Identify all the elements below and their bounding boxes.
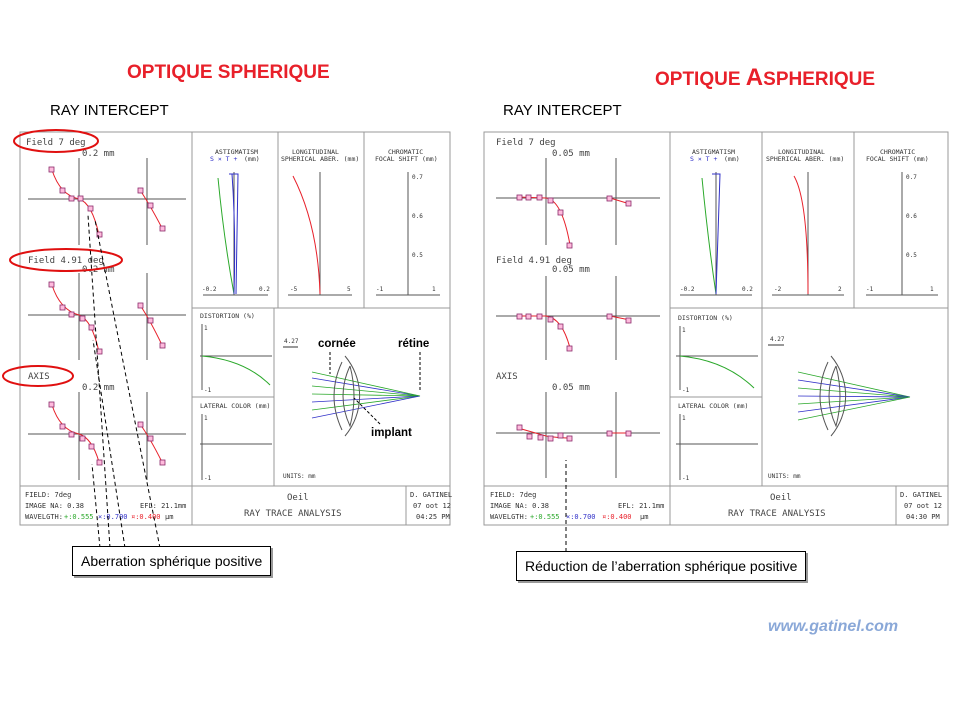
right-distortion-title: DISTORTION (%) xyxy=(678,314,733,322)
right-footer-date: 07 oot 12 xyxy=(904,502,942,510)
right-field-491: Field 4.91 deg xyxy=(496,256,572,266)
right-astig-tick-min: -0.2 xyxy=(680,286,695,293)
left-lat-tick-top: 1 xyxy=(204,415,208,422)
left-dist-tick-bot: -1 xyxy=(204,387,212,394)
right-footer-w1: +:0.555 xyxy=(530,513,560,521)
label-implant: implant xyxy=(371,427,412,439)
subtitle-left: RAY INTERCEPT xyxy=(50,102,169,119)
right-layout-scale: 4.27 xyxy=(770,336,785,343)
heading-prefix: OPTIQUE xyxy=(655,69,746,90)
right-footer-efl: EFL: 21.1mm xyxy=(618,502,665,510)
right-chrom-y2: 0.6 xyxy=(906,213,917,220)
left-panel-group xyxy=(3,130,948,552)
right-scale-2: 0.05 mm xyxy=(552,265,590,275)
left-astig-title: ASTIGMATISM xyxy=(215,148,259,156)
right-chrom-title2: FOCAL SHIFT (mm) xyxy=(866,155,929,163)
left-footer-time: 04:25 PM xyxy=(416,513,450,521)
right-field-axis: AXIS xyxy=(496,372,518,382)
left-lsa-title1: LONGITUDINAL xyxy=(292,148,339,156)
right-lat-tick-top: 1 xyxy=(682,415,686,422)
left-astig-legend: S × T + xyxy=(210,155,238,163)
left-footer-wav: WAVELGTH: xyxy=(25,513,63,521)
left-scale-3: 0.2 mm xyxy=(82,383,115,393)
left-footer-w1: +:0.555 xyxy=(64,513,94,521)
left-dist-tick-top: 1 xyxy=(204,325,208,332)
left-eye-rays xyxy=(312,372,420,418)
left-footer-analysis: RAY TRACE ANALYSIS xyxy=(244,509,342,519)
left-lat-tick-bot: -1 xyxy=(204,475,212,482)
left-lsa-title2: SPHERICAL ABER. (mm) xyxy=(281,155,360,163)
left-chrom-tick-max: 1 xyxy=(432,286,436,293)
left-chrom-title2: FOCAL SHIFT (mm) xyxy=(375,155,438,163)
right-units: UNITS: mm xyxy=(768,473,801,480)
left-fan-axes xyxy=(28,158,186,480)
right-footer-field: FIELD: 7deg xyxy=(490,491,537,499)
right-lsa-title2: SPHERICAL ABER. (mm) xyxy=(766,155,845,163)
right-footer-na: IMAGE NA: 0.38 xyxy=(490,502,550,510)
right-chrom-tick-max: 1 xyxy=(930,286,934,293)
right-astig-legend: S × T + xyxy=(690,155,718,163)
right-lat-tick-bot: -1 xyxy=(682,475,690,482)
right-footer-w2: ×:0.700 xyxy=(566,513,596,521)
label-cornea: cornée xyxy=(318,338,356,350)
right-field-7: Field 7 deg xyxy=(496,138,556,148)
left-lsa-tick-min: -5 xyxy=(290,286,298,293)
right-chrom-title1: CHROMATIC xyxy=(880,148,916,156)
right-footer-wav: WAVELGTH: xyxy=(490,513,528,521)
left-footer-na: IMAGE NA: 0.38 xyxy=(25,502,85,510)
right-scale-1: 0.05 mm xyxy=(552,149,590,159)
right-fan-curves xyxy=(518,197,630,438)
right-footer-name: Oeil xyxy=(770,493,792,503)
right-astig-tick-max: 0.2 xyxy=(742,286,753,293)
left-footer-date: 07 oot 12 xyxy=(413,502,451,510)
left-astig-tick-max: 0.2 xyxy=(259,286,270,293)
left-footer-author: D. GATINEL xyxy=(410,491,453,499)
left-field-7: Field 7 deg xyxy=(26,138,86,148)
left-fan-points xyxy=(49,167,165,465)
left-lateral-title: LATERAL COLOR (mm) xyxy=(200,402,271,410)
right-astig-title: ASTIGMATISM xyxy=(692,148,736,156)
right-lsa-title1: LONGITUDINAL xyxy=(778,148,825,156)
left-astig-tick-min: -0.2 xyxy=(202,286,217,293)
left-footer-name: Oeil xyxy=(287,493,309,503)
left-chrom-y1: 0.7 xyxy=(412,174,423,181)
left-footer-w3: ¤:0.400 xyxy=(131,513,161,521)
left-scale-2: 0.2 mm xyxy=(82,265,115,275)
right-dist-tick-top: 1 xyxy=(682,327,686,334)
right-chrom-y1: 0.7 xyxy=(906,174,917,181)
right-footer-analysis: RAY TRACE ANALYSIS xyxy=(728,509,826,519)
right-dist-tick-bot: -1 xyxy=(682,387,690,394)
left-distortion-title: DISTORTION (%) xyxy=(200,312,255,320)
right-chrom-tick-min: -1 xyxy=(866,286,874,293)
right-chrom-y3: 0.5 xyxy=(906,252,917,259)
heading-rest: SPHERIQUE xyxy=(763,69,876,90)
left-fan-curves xyxy=(52,170,162,462)
left-astig-unit: (mm) xyxy=(244,155,260,163)
left-scale-1: 0.2 mm xyxy=(82,149,115,159)
left-footer-field: FIELD: 7deg xyxy=(25,491,72,499)
right-scale-3: 0.05 mm xyxy=(552,383,590,393)
left-chrom-tick-min: -1 xyxy=(376,286,384,293)
left-chrom-title1: CHROMATIC xyxy=(388,148,424,156)
right-lsa-tick-min: -2 xyxy=(774,286,782,293)
right-eye-rays xyxy=(798,372,910,420)
right-footer-time: 04:30 PM xyxy=(906,513,940,521)
left-chrom-y3: 0.5 xyxy=(412,252,423,259)
callout-positive-aberration: Aberration sphérique positive xyxy=(72,546,271,576)
left-footer-efl: EFL: 21.1mm xyxy=(140,502,187,510)
website-link[interactable]: www.gatinel.com xyxy=(768,618,899,635)
right-fan-points xyxy=(517,195,631,441)
heading-capital: A xyxy=(745,64,764,91)
right-footer-author: D. GATINEL xyxy=(900,491,943,499)
callout-reduced-aberration: Réduction de l’aberration sphérique positive xyxy=(516,551,806,581)
right-astig-unit: (mm) xyxy=(724,155,740,163)
left-chrom-y2: 0.6 xyxy=(412,213,423,220)
label-retina: rétine xyxy=(398,338,430,350)
left-layout-scale: 4.27 xyxy=(284,338,299,345)
left-units: UNITS: mm xyxy=(283,473,316,480)
left-footer-wunit: μm xyxy=(165,513,174,521)
heading-spherical: OPTIQUE SPHERIQUE xyxy=(127,62,330,83)
right-footer-w3: ¤:0.400 xyxy=(602,513,632,521)
left-lsa-tick-max: 5 xyxy=(347,286,351,293)
subtitle-right: RAY INTERCEPT xyxy=(503,102,622,119)
left-field-axis: AXIS xyxy=(28,372,50,382)
left-field-491: Field 4.91 deg xyxy=(28,256,104,266)
right-lsa-tick-max: 2 xyxy=(838,286,842,293)
right-lateral-title: LATERAL COLOR (mm) xyxy=(678,402,749,410)
right-footer-wunit: μm xyxy=(640,513,649,521)
left-footer-w2: ×:0.700 xyxy=(98,513,128,521)
